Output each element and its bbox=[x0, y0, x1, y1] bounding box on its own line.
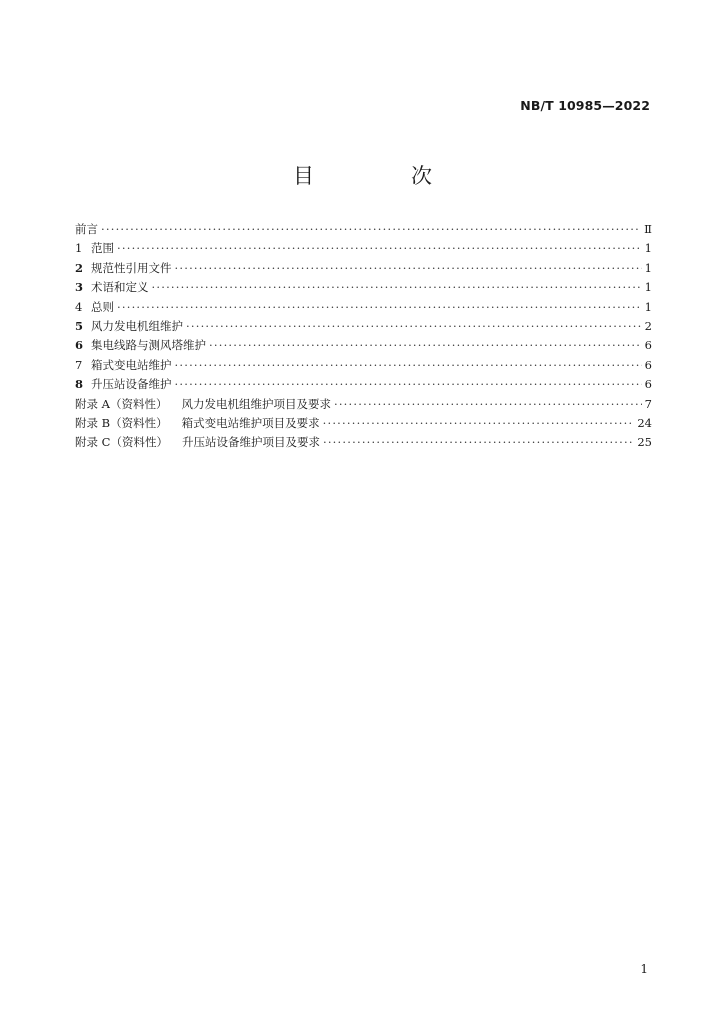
toc-entry-label-text: 前言 bbox=[75, 222, 98, 236]
toc-entry[interactable] bbox=[75, 337, 652, 356]
toc-entry-label-text: 总则 bbox=[91, 299, 114, 314]
toc-entry-label bbox=[91, 260, 172, 276]
toc-entry-label bbox=[75, 415, 320, 431]
toc-entry-number: 6 bbox=[75, 338, 84, 353]
toc-entry[interactable] bbox=[75, 260, 652, 279]
toc-entry-page: 25 bbox=[637, 435, 652, 450]
toc-leader-dots bbox=[334, 397, 642, 411]
toc-entry-label-text: 附录 C（资料性） bbox=[75, 435, 168, 450]
toc-entry-number: 7 bbox=[75, 357, 83, 372]
toc-leader-dots bbox=[117, 241, 642, 255]
toc-entry[interactable] bbox=[75, 299, 652, 318]
page-number: 1 bbox=[640, 962, 648, 976]
toc-entry-page: 7 bbox=[644, 396, 652, 411]
toc-leader-dots bbox=[175, 358, 642, 372]
toc-entry-label-text: 集电线路与测风塔维护 bbox=[91, 338, 206, 353]
toc-entry-label bbox=[91, 279, 149, 295]
toc-leader-dots bbox=[323, 416, 635, 430]
toc-entry-appendix-title: 风力发电机组维护项目及要求 bbox=[181, 396, 331, 411]
toc-entry[interactable] bbox=[75, 279, 652, 298]
toc-entry-page: 1 bbox=[644, 280, 652, 295]
toc-entry-label bbox=[91, 376, 172, 392]
toc-entry-label-text: 箱式变电站维护 bbox=[91, 357, 172, 372]
toc-entry-label-text: 术语和定义 bbox=[91, 280, 149, 295]
toc-entry-appendix-title: 升压站设备维护项目及要求 bbox=[181, 435, 320, 450]
toc-entry-page: 24 bbox=[637, 415, 652, 430]
toc-entry-number: 2 bbox=[75, 260, 84, 275]
toc-entry-label bbox=[91, 337, 206, 353]
toc-entry-number: 1 bbox=[75, 241, 83, 256]
toc-leader-dots bbox=[101, 222, 641, 236]
toc-entry[interactable] bbox=[75, 434, 652, 453]
standard-code: NB/T 10985—2022 bbox=[520, 98, 650, 113]
table-of-contents bbox=[75, 221, 652, 454]
toc-entry-label-text: 升压站设备维护 bbox=[91, 377, 172, 392]
toc-entry[interactable] bbox=[75, 376, 652, 395]
toc-entry-label bbox=[91, 318, 183, 334]
toc-entry[interactable] bbox=[75, 221, 652, 240]
toc-leader-dots bbox=[175, 377, 642, 391]
toc-entry-label bbox=[91, 240, 114, 256]
toc-entry-page: 1 bbox=[644, 241, 652, 256]
toc-entry-label-text: 附录 A（资料性） bbox=[75, 396, 168, 411]
toc-entry-page: Ⅱ bbox=[644, 222, 652, 236]
toc-entry-label-text: 风力发电机组维护 bbox=[91, 318, 183, 333]
toc-entry-label bbox=[75, 221, 98, 237]
toc-entry-label bbox=[91, 357, 172, 373]
toc-leader-dots bbox=[117, 300, 642, 314]
toc-entry-appendix-title: 箱式变电站维护项目及要求 bbox=[181, 415, 320, 430]
toc-entry-page: 6 bbox=[644, 357, 652, 372]
toc-entry[interactable] bbox=[75, 318, 652, 337]
toc-leader-dots bbox=[209, 338, 642, 352]
toc-entry-label-text: 规范性引用文件 bbox=[91, 260, 172, 275]
toc-entry[interactable] bbox=[75, 415, 652, 434]
toc-entry-page: 1 bbox=[644, 299, 652, 314]
toc-entry-label bbox=[91, 299, 114, 315]
toc-entry-page: 1 bbox=[644, 260, 652, 275]
toc-leader-dots bbox=[323, 435, 634, 449]
page-title: 目 次 bbox=[293, 164, 470, 188]
toc-leader-dots bbox=[175, 261, 642, 275]
toc-entry-label bbox=[75, 396, 331, 412]
toc-entry-number: 3 bbox=[75, 280, 84, 295]
toc-entry[interactable] bbox=[75, 357, 652, 376]
toc-leader-dots bbox=[186, 319, 642, 333]
toc-entry-number: 8 bbox=[75, 377, 84, 392]
toc-entry[interactable] bbox=[75, 240, 652, 259]
toc-entry-label-text: 范围 bbox=[91, 241, 114, 256]
toc-entry[interactable] bbox=[75, 396, 652, 415]
toc-entry-page: 6 bbox=[644, 377, 652, 392]
toc-entry-page: 2 bbox=[644, 318, 652, 333]
toc-entry-number: 5 bbox=[75, 318, 84, 333]
toc-entry-page: 6 bbox=[644, 338, 652, 353]
toc-entry-label bbox=[75, 434, 320, 450]
toc-entry-label-text: 附录 B（资料性） bbox=[75, 415, 168, 430]
toc-leader-dots bbox=[152, 280, 642, 294]
toc-entry-number: 4 bbox=[75, 299, 83, 314]
